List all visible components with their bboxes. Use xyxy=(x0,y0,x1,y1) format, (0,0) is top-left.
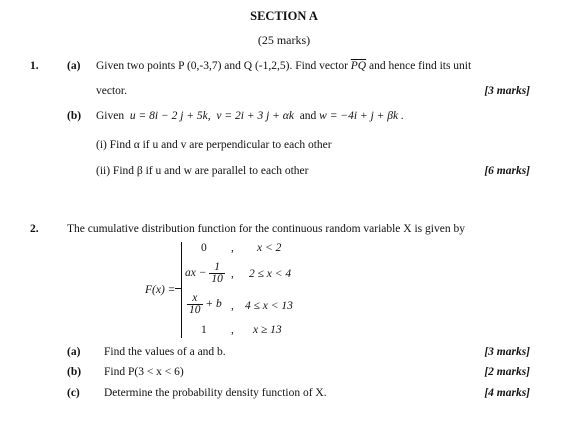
fraction-1-over-10 xyxy=(209,262,225,285)
q1a-text xyxy=(96,60,471,72)
q1a-line2: vector. xyxy=(96,85,127,97)
w-definition: w = −4i + j + βk . xyxy=(319,110,404,122)
u-definition: u = 8i − 2 j + 5k, xyxy=(129,110,211,122)
case-cond-0: x < 2 xyxy=(257,242,282,254)
q2c-label: (c) xyxy=(67,387,80,399)
q1a-text-post: and hence find its unit xyxy=(366,60,472,72)
and-word: and xyxy=(299,110,317,122)
case-comma-0: , xyxy=(231,242,234,254)
q2c-marks: [4 marks] xyxy=(484,387,530,399)
q1b-part-ii: (ii) Find β if u and w are parallel to each other xyxy=(96,165,309,177)
fraction-den: 10 xyxy=(211,273,223,285)
q1-number: 1. xyxy=(30,60,39,72)
case-comma-1: , xyxy=(231,268,234,280)
case-expr-2 xyxy=(187,293,222,316)
q1a-text-pre: Given two points P (0,-3,7) and Q (-1,2,5). Find vector xyxy=(96,60,351,72)
fraction-x-over-10 xyxy=(187,293,203,316)
fx-label: F(x) = xyxy=(145,284,176,296)
q2a-label: (a) xyxy=(67,346,81,358)
q2b-marks: [2 marks] xyxy=(484,366,530,378)
q1b-given xyxy=(96,110,404,122)
case-comma-3: , xyxy=(231,324,234,336)
fraction-num: 1 xyxy=(209,262,225,274)
q1b-part-i: (i) Find α if u and v are perpendicular to each other xyxy=(96,139,332,151)
section-title: SECTION A xyxy=(250,9,318,23)
q1b-marks: [6 marks] xyxy=(484,165,530,177)
q2-intro: The cumulative distribution function for the continuous random variable X is given by xyxy=(67,223,465,235)
case-expr-post-2: + b xyxy=(205,298,222,311)
piecewise-brace-tip xyxy=(175,288,181,289)
case-cond-2: 4 ≤ x < 13 xyxy=(245,300,293,312)
section-marks: (25 marks) xyxy=(257,33,311,47)
q2b-label: (b) xyxy=(67,366,82,378)
case-expr-0: 0 xyxy=(201,242,207,254)
case-expr-pre-1: ax − xyxy=(185,267,207,280)
case-expr-3: 1 xyxy=(201,324,207,336)
q2a-text: Find the values of a and b. xyxy=(104,346,226,358)
v-definition: v = 2i + 3 j + αk xyxy=(216,110,294,122)
case-cond-3: x ≥ 13 xyxy=(253,324,282,336)
fraction-num: x xyxy=(187,293,203,305)
q2-number: 2. xyxy=(30,223,39,235)
q2b-text: Find P(3 < x < 6) xyxy=(104,366,184,378)
q1a-marks: [3 marks] xyxy=(484,85,530,97)
q1b-label: (b) xyxy=(67,110,82,122)
piecewise-brace xyxy=(181,242,188,338)
q2a-marks: [3 marks] xyxy=(484,346,530,358)
vector-pq: $\overline{PQ}$ xyxy=(350,60,367,72)
fraction-den: 10 xyxy=(189,304,201,316)
q1a-label: (a) xyxy=(67,60,81,72)
case-cond-1: 2 ≤ x < 4 xyxy=(249,268,292,280)
case-expr-1 xyxy=(185,262,225,285)
case-comma-2: , xyxy=(231,300,234,312)
given-word: Given xyxy=(96,110,125,122)
q2c-text: Determine the probability density function of X. xyxy=(104,387,327,399)
